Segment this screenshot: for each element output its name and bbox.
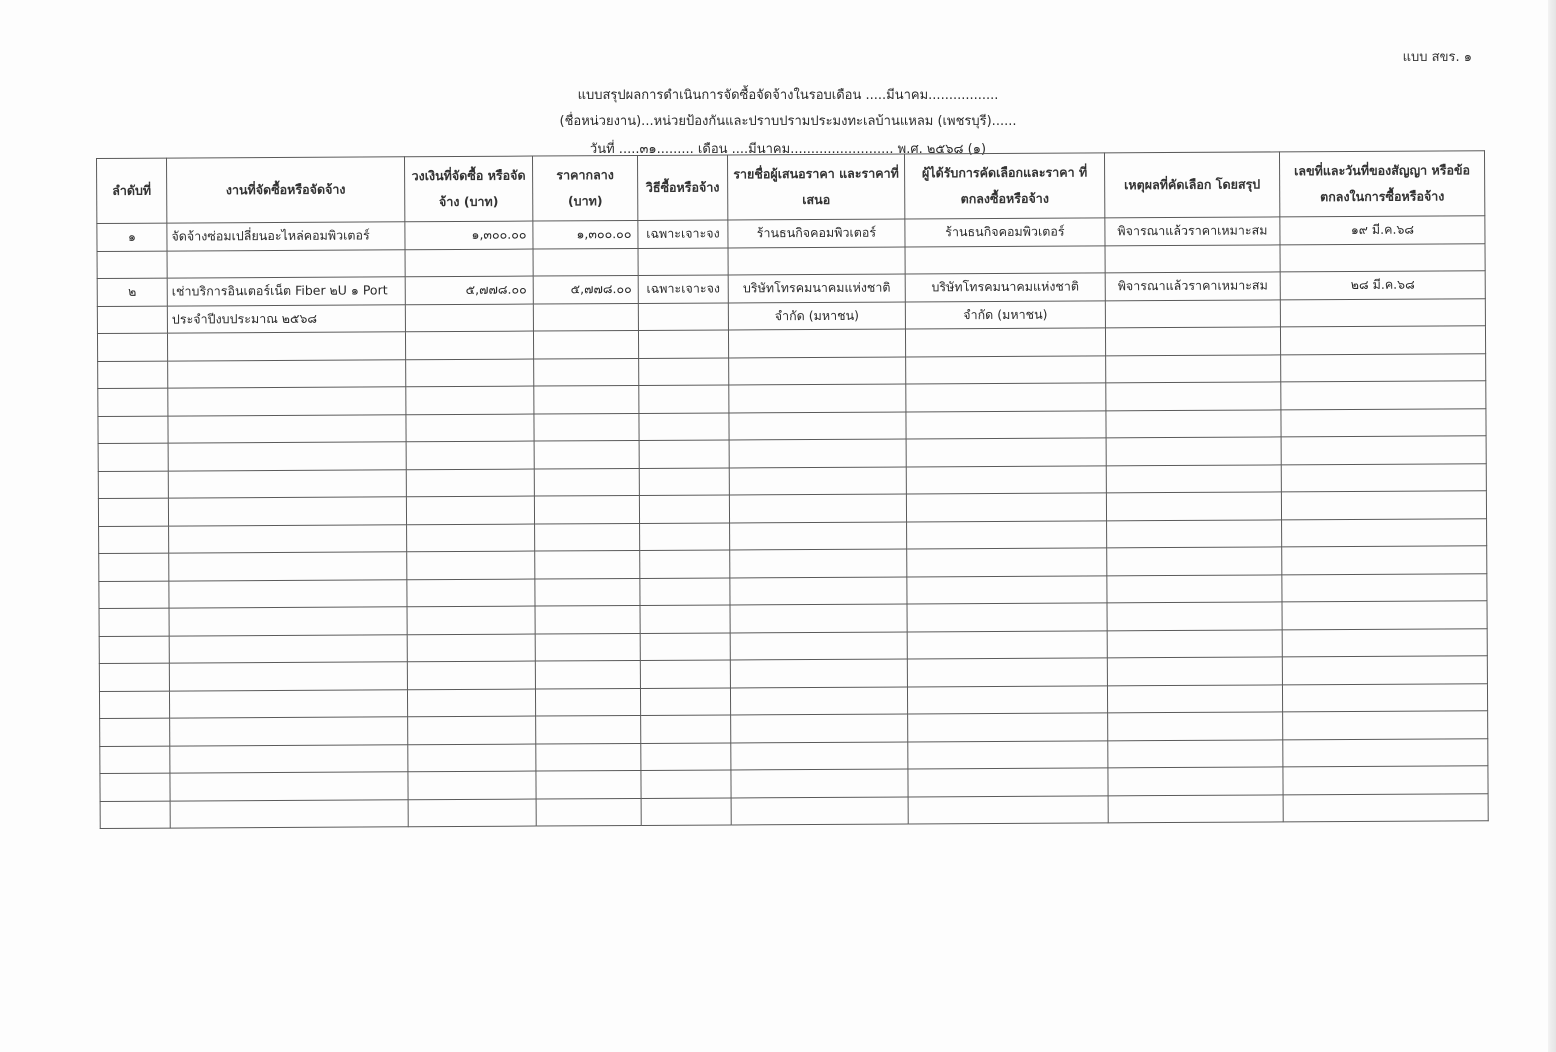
table-cell — [408, 771, 536, 799]
table-cell: เฉพาะเจาะจง — [638, 220, 728, 248]
table-cell: ร้านธนกิจคอมพิวเตอร์ — [728, 219, 905, 247]
table-cell — [906, 465, 1106, 494]
table-cell — [169, 634, 407, 663]
table-cell — [98, 361, 168, 389]
table-cell — [536, 715, 641, 743]
table-cell — [168, 387, 406, 416]
table-cell — [168, 469, 406, 498]
table-cell — [533, 303, 638, 331]
table-cell — [408, 744, 536, 772]
table-cell — [1283, 738, 1488, 767]
table-cell — [168, 414, 406, 443]
table-cell — [640, 687, 730, 715]
table-cell — [908, 713, 1108, 742]
table-cell — [407, 579, 535, 607]
table-cell — [99, 581, 169, 609]
table-cell — [638, 302, 728, 330]
table-cell — [1107, 519, 1282, 547]
table-cell — [168, 442, 406, 471]
table-cell — [1283, 793, 1488, 822]
table-cell — [405, 331, 533, 359]
table-cell — [639, 385, 729, 413]
table-header-row — [97, 151, 1485, 224]
table-cell — [1107, 547, 1282, 575]
table-cell — [406, 496, 534, 524]
table-cell — [406, 441, 534, 469]
table-cell: ๕,๗๗๘.๐๐ — [405, 276, 533, 304]
table-cell: ๑ — [97, 223, 167, 251]
table-cell — [906, 493, 1106, 522]
table-cell — [638, 247, 728, 275]
table-cell — [534, 440, 639, 468]
header-cell: วิธีซื้อหรือจ้าง — [637, 155, 727, 221]
table-cell — [906, 355, 1106, 384]
table-cell — [97, 306, 167, 334]
table-cell — [730, 604, 907, 632]
table-cell — [1106, 409, 1281, 437]
table-cell — [408, 799, 536, 827]
table-cell — [641, 770, 731, 798]
table-cell: จำกัด (มหาชน) — [728, 301, 905, 329]
table-cell — [406, 359, 534, 387]
table-cell — [908, 740, 1108, 769]
table-cell: ๑,๓๐๐.๐๐ — [533, 220, 638, 248]
table-cell: ๑,๓๐๐.๐๐ — [405, 221, 533, 249]
table-cell — [97, 333, 167, 361]
table-cell: จัดจ้างซ่อมเปลี่ยนอะไหล่คอมพิวเตอร์ — [167, 222, 405, 251]
header-cell: เลขที่และวันที่ของสัญญา หรือข้อตกลงในการซื้อหรือจ้าง — [1279, 151, 1484, 217]
table-cell — [168, 497, 406, 526]
table-cell — [406, 386, 534, 414]
table-cell — [1106, 354, 1281, 382]
table-cell — [98, 443, 168, 471]
table-cell — [1280, 326, 1485, 355]
table-cell — [1107, 657, 1282, 685]
table-cell — [640, 550, 730, 578]
table-cell — [728, 246, 905, 274]
table-cell — [99, 663, 169, 691]
table-cell — [731, 714, 908, 742]
table-cell — [1108, 739, 1283, 767]
table-cell — [1281, 353, 1486, 382]
table-cell: ๑๙ มี.ค.๖๘ — [1280, 216, 1485, 245]
table-cell — [729, 466, 906, 494]
table-cell: ประจำปีงบประมาณ ๒๕๖๘ — [167, 304, 405, 333]
table-cell — [1106, 382, 1281, 410]
table-cell — [533, 330, 638, 358]
table-cell — [100, 773, 170, 801]
table-cell — [169, 579, 407, 608]
table-cell: ๕,๗๗๘.๐๐ — [533, 275, 638, 303]
table-cell — [907, 575, 1107, 604]
table-cell — [1281, 491, 1486, 520]
table-cell — [535, 578, 640, 606]
table-cell — [170, 772, 408, 801]
table-cell: ร้านธนกิจคอมพิวเตอร์ — [905, 218, 1105, 247]
table-cell — [639, 495, 729, 523]
table-cell — [639, 467, 729, 495]
table-cell: พิจารณาแล้วราคาเหมาะสม — [1105, 272, 1280, 300]
table-cell — [1107, 684, 1282, 712]
table-cell — [1108, 767, 1283, 795]
table-cell — [533, 248, 638, 276]
header-cell: วงเงินที่จัดซื้อ หรือจัดจ้าง (บาท) — [404, 156, 532, 222]
table-cell — [535, 550, 640, 578]
table-cell — [169, 689, 407, 718]
table-cell — [1282, 656, 1487, 685]
table-cell — [407, 661, 535, 689]
table-cell — [1282, 518, 1487, 547]
table-cell — [729, 494, 906, 522]
table-cell — [99, 553, 169, 581]
table-cell — [167, 249, 405, 278]
table-cell — [1106, 464, 1281, 492]
table-cell — [170, 717, 408, 746]
table-cell — [908, 768, 1108, 797]
table-cell — [99, 526, 169, 554]
table-cell — [1283, 766, 1488, 795]
table-cell — [1281, 381, 1486, 410]
table-cell — [407, 524, 535, 552]
table-cell — [169, 607, 407, 636]
table-cell — [100, 746, 170, 774]
table-cell — [1106, 437, 1281, 465]
table-cell — [907, 685, 1107, 714]
table-cell — [639, 412, 729, 440]
table-cell — [907, 658, 1107, 687]
table-cell — [905, 328, 1105, 357]
table-cell — [407, 634, 535, 662]
table-cell — [906, 438, 1106, 467]
table-cell — [170, 744, 408, 773]
table-cell — [730, 686, 907, 714]
table-cell — [1105, 327, 1280, 355]
table-cell — [639, 440, 729, 468]
table-cell — [640, 632, 730, 660]
table-cell — [731, 741, 908, 769]
table-cell — [1283, 711, 1488, 740]
table-cell — [534, 468, 639, 496]
table-cell — [640, 660, 730, 688]
procurement-table-wrapper — [96, 150, 1488, 829]
header-cell: ราคากลาง (บาท) — [532, 155, 637, 221]
table-cell — [534, 358, 639, 386]
table-cell — [907, 520, 1107, 549]
table-cell — [98, 471, 168, 499]
table-cell — [169, 552, 407, 581]
table-cell — [1107, 629, 1282, 657]
form-code: แบบ สขร. ๑ — [1402, 50, 1472, 65]
table-cell — [169, 524, 407, 553]
table-cell — [728, 329, 905, 357]
table-cell — [406, 414, 534, 442]
table-cell — [98, 498, 168, 526]
table-cell: เช่าบริการอินเตอร์เน็ต Fiber ๒U ๑ Port — [167, 277, 405, 306]
table-cell — [905, 245, 1105, 274]
table-cell — [535, 605, 640, 633]
table-cell — [407, 551, 535, 579]
table-cell — [1105, 244, 1280, 272]
table-cell — [170, 799, 408, 828]
table-cell — [1282, 601, 1487, 630]
table-cell — [534, 413, 639, 441]
table-cell — [535, 633, 640, 661]
table-cell — [641, 742, 731, 770]
table-cell — [97, 251, 167, 279]
table-cell — [536, 743, 641, 771]
table-cell: พิจารณาแล้วราคาเหมาะสม — [1105, 217, 1280, 245]
table-cell — [729, 439, 906, 467]
table-cell — [906, 383, 1106, 412]
table-cell — [99, 608, 169, 636]
procurement-table — [96, 150, 1489, 829]
table-cell: ๒ — [97, 278, 167, 306]
table-cell — [907, 548, 1107, 577]
table-cell — [1106, 492, 1281, 520]
table-cell — [731, 769, 908, 797]
table-cell — [405, 249, 533, 277]
table-cell — [729, 384, 906, 412]
table-cell — [169, 662, 407, 691]
header-cell: รายชื่อผู้เสนอราคา และราคาที่เสนอ — [727, 154, 904, 220]
table-cell — [100, 801, 170, 829]
table-cell: ๒๘ มี.ค.๖๘ — [1280, 271, 1485, 300]
table-cell — [1281, 408, 1486, 437]
table-cell — [100, 718, 170, 746]
table-cell: จำกัด (มหาชน) — [905, 300, 1105, 329]
table-cell — [730, 631, 907, 659]
table-cell: เฉพาะเจาะจง — [638, 275, 728, 303]
table-cell — [730, 521, 907, 549]
table-cell — [405, 304, 533, 332]
table-cell — [407, 689, 535, 717]
table-body — [97, 216, 1488, 829]
table-cell — [1107, 602, 1282, 630]
table-cell — [98, 388, 168, 416]
table-cell — [168, 359, 406, 388]
table-cell — [98, 416, 168, 444]
table-cell — [731, 796, 908, 824]
table-cell — [730, 549, 907, 577]
table-cell — [535, 688, 640, 716]
header-cell: ลำดับที่ — [97, 158, 167, 223]
table-cell — [1105, 299, 1280, 327]
table-cell — [1280, 298, 1485, 327]
table-cell — [640, 522, 730, 550]
table-cell — [1108, 794, 1283, 822]
table-cell — [534, 385, 639, 413]
table-cell — [1281, 436, 1486, 465]
table-cell — [1107, 574, 1282, 602]
table-cell — [730, 576, 907, 604]
table-cell — [641, 797, 731, 825]
table-cell — [535, 523, 640, 551]
report-title: แบบสรุปผลการดำเนินการจัดซื้อจัดจ้างในรอบเดือน .....มีนาคม................. — [577, 88, 999, 103]
table-cell — [640, 605, 730, 633]
table-cell — [407, 606, 535, 634]
table-cell — [730, 659, 907, 687]
table-cell — [640, 577, 730, 605]
table-cell — [406, 469, 534, 497]
table-cell: บริษัทโทรคมนาคมแห่งชาติ — [728, 274, 905, 302]
table-cell — [906, 410, 1106, 439]
table-cell — [1282, 573, 1487, 602]
table-cell: บริษัทโทรคมนาคมแห่งชาติ — [905, 273, 1105, 302]
table-cell — [907, 603, 1107, 632]
table-cell — [534, 495, 639, 523]
header-cell: ผู้ได้รับการคัดเลือกและราคา ที่ตกลงซื้อหรือจ้าง — [904, 153, 1104, 219]
table-cell — [1282, 628, 1487, 657]
table-cell — [908, 795, 1108, 824]
agency-name: (ชื่อหน่วยงาน)...หน่วยป้องกันและปราบปรามประมงทะเลบ้านแหลม (เพชรบุรี)...... — [559, 114, 1017, 129]
table-cell — [1282, 683, 1487, 712]
header-cell: งานที่จัดซื้อหรือจัดจ้าง — [167, 157, 405, 223]
table-cell — [99, 691, 169, 719]
table-cell — [729, 411, 906, 439]
table-cell — [535, 660, 640, 688]
table-cell — [1280, 243, 1485, 272]
table-cell — [638, 330, 728, 358]
table-cell — [536, 770, 641, 798]
table-cell — [167, 332, 405, 361]
table-cell — [408, 716, 536, 744]
header-cell: เหตุผลที่คัดเลือก โดยสรุป — [1104, 152, 1279, 218]
table-cell — [99, 636, 169, 664]
table-cell — [641, 715, 731, 743]
table-cell — [1281, 463, 1486, 492]
table-cell — [729, 356, 906, 384]
table-cell — [536, 798, 641, 826]
table-cell — [1108, 712, 1283, 740]
report-date: วันที่ .....๓๑......... เดือน ....มีนาคม......................... พ.ศ. ๒๕๖๘ (๑) — [589, 142, 987, 157]
table-cell — [907, 630, 1107, 659]
table-cell — [639, 357, 729, 385]
table-cell — [1282, 546, 1487, 575]
